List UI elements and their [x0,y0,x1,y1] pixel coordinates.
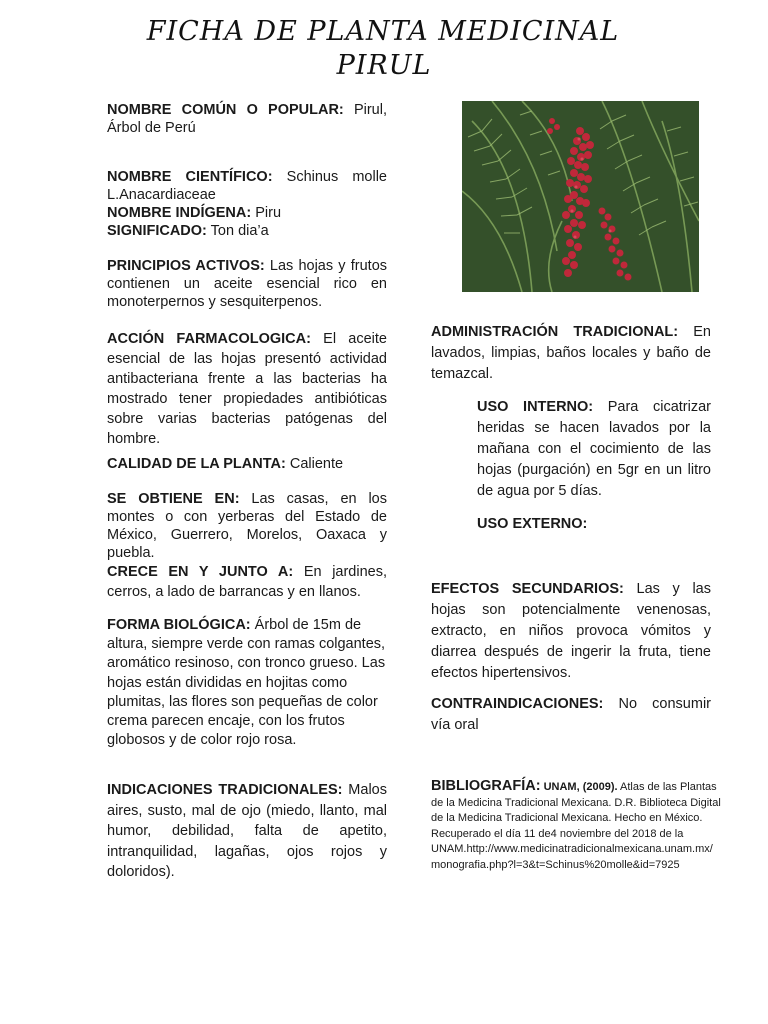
uso-externo-section [477,514,711,535]
calidad-label: CALIDAD DE LA PLANTA: [107,456,286,472]
uso-externo-label: USO EXTERNO: [477,516,588,532]
document-title: FICHA DE PLANTA MEDICINAL [146,16,620,47]
se-obtiene-section [107,490,387,562]
principios-section [107,257,387,311]
nombre-cientifico-label: NOMBRE CIENTÍFICO: [107,169,273,185]
significado-label: SIGNIFICADO: [107,223,207,239]
accion-section [107,329,387,449]
uso-interno-label: USO INTERNO: [477,399,594,415]
bibliografia-section [431,779,721,873]
crece-text: En jardines, cerros, a lado de barrancas y en llanos. [107,564,387,600]
bibliografia-label: BIBLIOGRAFÍA: [431,778,541,794]
crece-label: CRECE EN Y JUNTO A: [107,564,294,580]
administracion-label: ADMINISTRACIÓN TRADICIONAL: [431,324,679,340]
significado-text: Ton dia’a [206,223,269,239]
contraindicaciones-text: No consumir vía oral [431,696,711,733]
indicaciones-label: INDICACIONES TRADICIONALES: [107,782,343,798]
principios-text: Las hojas y frutos contienen un aceite esencial rico en monoterpernos y sesquiterpenos. [107,258,388,310]
nombre-comun-text: Pirul, Árbol de Perú [107,102,387,136]
efectos-text: Las y las hojas son potencialmente venenosas, extracto, en niños provoca vómitos y diarrea después de ingerir la fruta, tiene efectos hipertensivos. [431,581,711,681]
uso-interno-text: Para cicatrizar heridas se hacen lavados por la mañana con el cocimiento de las hojas (purgación) en 5gr en un litro de agua por 5 días. [477,399,711,499]
administracion-section [431,322,711,385]
efectos-label: EFECTOS SECUNDARIOS: [431,581,624,597]
nombre-cientifico-section [107,168,387,240]
efectos-section [431,579,711,684]
principios-label: PRINCIPIOS ACTIVOS: [107,258,265,274]
calidad-section [107,455,387,473]
accion-label: ACCIÓN FARMACOLOGICA: [107,331,311,347]
forma-text: Árbol de 15m de altura, siempre verde con ramas colgantes, aromático resinoso, con tronco grueso. Las hojas están divididas en hojitas como plumitas, las flores son pequeñas de color crema parecen encaje, con los frutos globosos y de color rojo rosa. [107,617,386,749]
nombre-cientifico-text: Schinus molle L.Anacardiaceae [107,169,387,203]
se-obtiene-text: Las casas, en los montes o con yerberas del Estado de México, Guerrero, Morelos, Oaxaca y puebla. [107,491,387,561]
nombre-indigena-label: NOMBRE INDÍGENA: [107,205,252,221]
se-obtiene-label: SE OBTIENE EN: [107,491,240,507]
forma-section [107,616,387,750]
nombre-comun-label: NOMBRE COMÚN O POPULAR: [107,102,344,118]
uso-interno-section [477,397,711,502]
forma-label: FORMA BIOLÓGICA: [107,617,251,633]
crece-section [107,562,387,602]
contraindicaciones-section [431,694,711,736]
pirul-branch-photo [462,101,699,292]
contraindicaciones-label: CONTRAINDICACIONES: [431,696,604,712]
indicaciones-section [107,780,387,883]
document-subtitle: PIRUL [336,50,432,81]
accion-text: El aceite esencial de las hojas presentó actividad antibacteriana frente a las bacterias ha mostrado tener propiedades antibióticas sobre varias bacterias patógenas del hombre. [107,331,387,447]
administracion-text: En lavados, limpias, baños locales y baño de temazcal. [431,324,711,382]
indicaciones-text: Malos aires, susto, mal de ojo (miedo, llanto, mal humor, debilidad, falta de apetito, intranquilidad, lagañas, ojos rojos y doloridos). [107,782,387,880]
bibliografia-author: UNAM, (2009). [540,781,618,793]
nombre-indigena-text: Piru [251,205,282,221]
calidad-text: Caliente [285,456,344,472]
bibliografia-text: Atlas de las Plantas de la Medicina Tradicional Mexicana. D.R. Biblioteca Digital de la Medicina Tradicional Mexicana. Hecho en México. Recuperado el día 11 de4 noviembre del 2018 de la UNAM.http://www.medicinatradicionalmexicana.unam.mx/monografia.php?l=3&t=Schinus%20molle&id=7925 [431,781,721,871]
nombre-comun-section [107,101,387,137]
